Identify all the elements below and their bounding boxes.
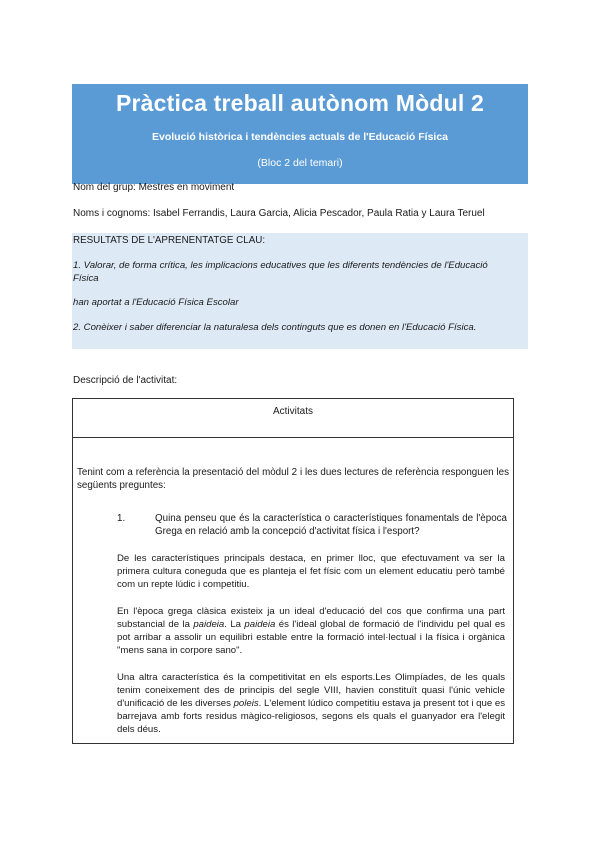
group-name: Nom del grup: Mestres en moviment	[73, 182, 235, 193]
results-heading: RESULTATS DE L'APRENENTATGE CLAU:	[73, 235, 266, 246]
question-text: Quina penseu que és la característica o característiques fonamentals de l'època Grega en relació amb la concepció d'activitat física i l'esport?	[155, 513, 507, 537]
activities-intro: Tenint com a referència la presentació del mòdul 2 i les dues lectures de referència responguen les següents preguntes:	[77, 467, 509, 491]
answer-paragraph-2: En l'època grega clàsica existeix ja un ideal d'educació del cos que confirma una part substancial de la paideia. La paideia és l'ideal global de formació de l'individu pel qual es pot arribar a assolir un equilibri estable entre la formació intel·lectual i la física i orgànica "mens sana in corpore sano".	[117, 606, 506, 656]
question-1	[117, 512, 509, 538]
learning-results	[72, 233, 528, 349]
answer-paragraph-3: Una altra característica és la competitivitat en els esports.Les Olimpíades, de les quals tenim coneixement des de principis del segle VIII, havien constituït quasi l'únic vehicle d'unificació de les diverses poleis. L'element lúdico competitiu estava ja present tot i que es barrejava amb forts residus màgico-religiosos, segons els quals el guanyador era l'elegit dels déus.	[117, 672, 505, 735]
activities-body	[73, 466, 513, 736]
result-item-1-line1: 1. Valorar, de forma crítica, les implicacions educatives que les diferents tendències de l'Educació	[73, 260, 488, 271]
activities-table	[72, 398, 514, 744]
description-label: Descripció de l'activitat:	[73, 375, 178, 386]
member-names: Noms i cognoms: Isabel Ferrandis, Laura Garcia, Alicia Pescador, Paula Ratia y Laura Teruel	[73, 208, 485, 219]
page-subtitle: Evolució històrica i tendències actuals de l'Educació Física	[151, 131, 448, 143]
result-item-2: 2. Conèixer i saber diferenciar la naturalesa dels continguts que es donen en l'Educació Física.	[73, 322, 477, 333]
result-item-1-line2: Física	[73, 273, 99, 284]
result-item-1-line3: han aportat a l'Educació Física Escolar	[73, 297, 239, 308]
bloc-label: (Bloc 2 del temari)	[257, 157, 343, 169]
header-banner	[72, 84, 528, 184]
activities-header: Activitats	[73, 399, 513, 438]
page-title: Pràctica treball autònom Mòdul 2	[115, 90, 485, 116]
answer-paragraph-1: De les característiques principals destaca, en primer lloc, que efectuvament va ser la primera cultura coneguda que es planteja el fet físic com un element educatiu però també com un repte lúdic i competitiu.	[117, 553, 505, 590]
question-number: 1.	[117, 513, 126, 524]
